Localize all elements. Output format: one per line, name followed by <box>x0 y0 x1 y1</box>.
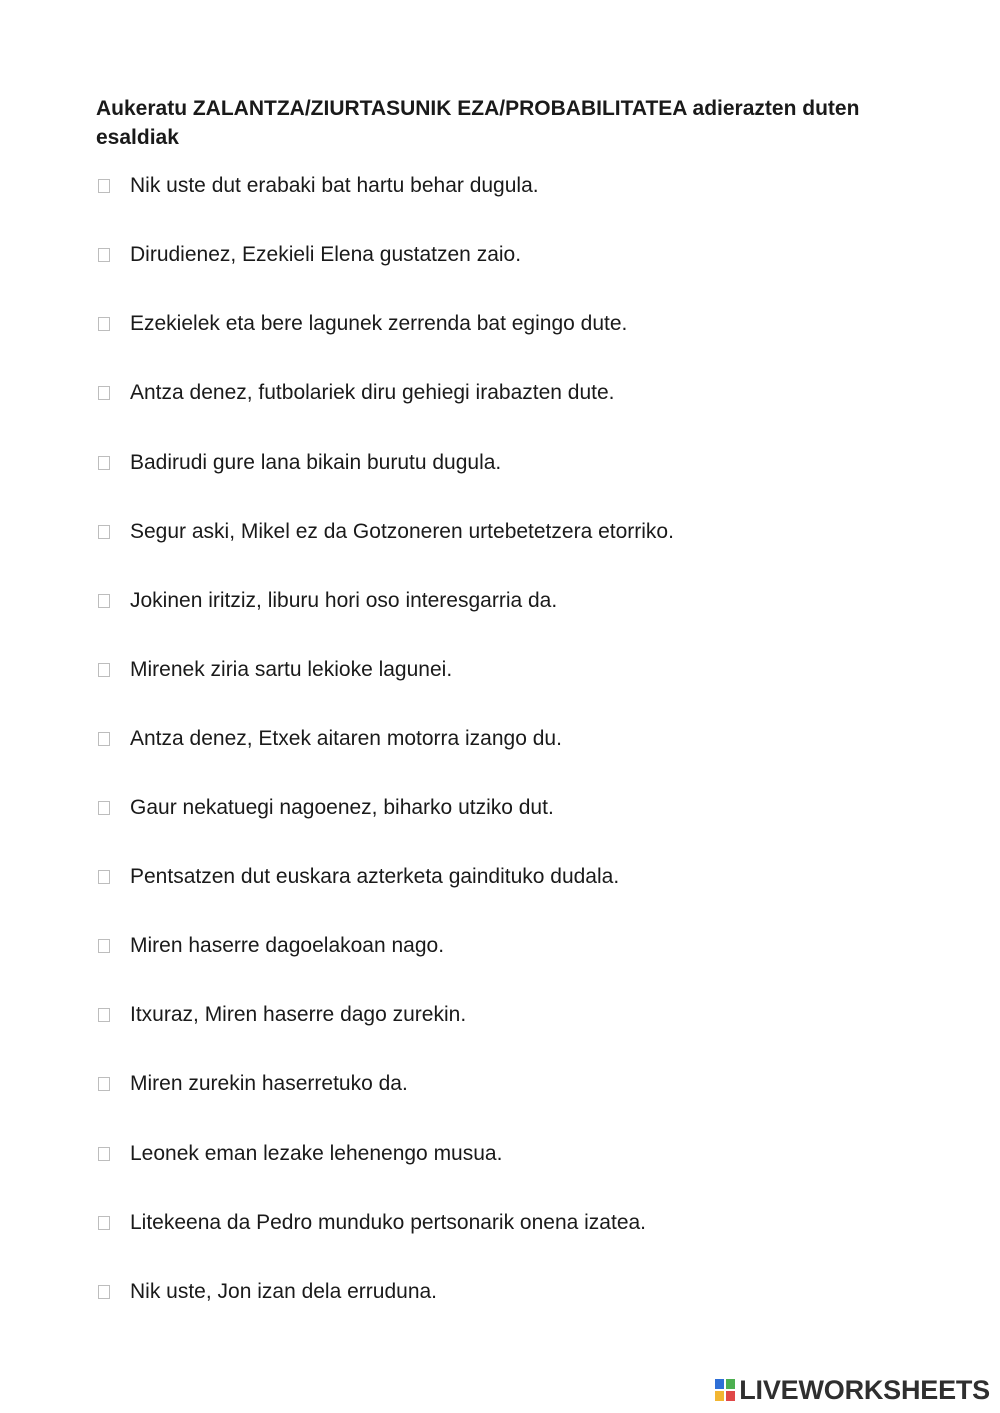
checkbox[interactable] <box>98 1147 110 1161</box>
checkbox[interactable] <box>98 386 110 400</box>
checkbox[interactable] <box>98 1216 110 1230</box>
sentence-label: Ezekielek eta bere lagunek zerrenda bat egingo dute. <box>130 312 628 335</box>
worksheet-heading: Aukeratu ZALANTZA/ZIURTASUNIK EZA/PROBABILITATEA adierazten duten esaldiak <box>96 97 860 149</box>
sentence-option-2[interactable] <box>98 240 521 270</box>
sentence-label: Antza denez, Etxek aitaren motorra izango du. <box>130 727 562 750</box>
checkbox[interactable] <box>98 1077 110 1091</box>
checkbox[interactable] <box>98 732 110 746</box>
checkbox[interactable] <box>98 939 110 953</box>
sentence-label: Jokinen iritziz, liburu hori oso interesgarria da. <box>130 589 558 612</box>
sentence-option-15[interactable] <box>98 1139 502 1169</box>
checkbox[interactable] <box>98 525 110 539</box>
sentence-option-3[interactable] <box>98 309 627 339</box>
checkbox[interactable] <box>98 870 110 884</box>
sentence-label: Antza denez, futbolariek diru gehiegi irabazten dute. <box>130 381 615 404</box>
checkbox[interactable] <box>98 1008 110 1022</box>
sentence-label: Leonek eman lezake lehenengo musua. <box>130 1142 503 1165</box>
liveworksheets-watermark <box>715 1375 990 1405</box>
checkbox[interactable] <box>98 801 110 815</box>
sentence-option-14[interactable] <box>98 1069 408 1099</box>
checkbox[interactable] <box>98 456 110 470</box>
sentence-option-13[interactable] <box>98 1000 466 1030</box>
sentence-option-11[interactable] <box>98 862 619 892</box>
brand-name: LIVEWORKSHEETS <box>739 1375 990 1405</box>
sentence-label: Segur aski, Mikel ez da Gotzoneren urtebetetzera etorriko. <box>130 520 674 543</box>
sentence-option-7[interactable] <box>98 586 557 616</box>
checkbox[interactable] <box>98 1285 110 1299</box>
checkbox[interactable] <box>98 663 110 677</box>
liveworksheets-logo-icon <box>715 1379 735 1401</box>
sentence-option-9[interactable] <box>98 724 562 754</box>
sentence-label: Miren zurekin haserretuko da. <box>130 1072 408 1095</box>
sentence-label: Gaur nekatuegi nagoenez, biharko utziko dut. <box>130 796 554 819</box>
sentence-option-4[interactable] <box>98 378 615 408</box>
sentence-option-8[interactable] <box>98 655 452 685</box>
checkbox[interactable] <box>98 248 110 262</box>
sentence-option-6[interactable] <box>98 517 674 547</box>
checkbox[interactable] <box>98 179 110 193</box>
sentence-option-5[interactable] <box>98 448 501 478</box>
sentence-label: Nik uste dut erabaki bat hartu behar dugula. <box>130 174 539 197</box>
sentence-option-10[interactable] <box>98 793 554 823</box>
checkbox[interactable] <box>98 594 110 608</box>
sentence-option-16[interactable] <box>98 1208 646 1238</box>
sentence-option-12[interactable] <box>98 931 444 961</box>
sentence-label: Mirenek ziria sartu lekioke lagunei. <box>130 658 453 681</box>
sentence-label: Badirudi gure lana bikain burutu dugula. <box>130 451 502 474</box>
sentence-label: Miren haserre dagoelakoan nago. <box>130 934 445 957</box>
sentence-label: Dirudienez, Ezekieli Elena gustatzen zaio. <box>130 243 522 266</box>
sentence-option-1[interactable] <box>98 171 539 201</box>
sentence-label: Litekeena da Pedro munduko pertsonarik onena izatea. <box>130 1211 647 1234</box>
sentence-label: Itxuraz, Miren haserre dago zurekin. <box>130 1003 467 1026</box>
sentence-option-17[interactable] <box>98 1277 437 1307</box>
checkbox[interactable] <box>98 317 110 331</box>
sentence-label: Pentsatzen dut euskara azterketa gaindituko dudala. <box>130 865 620 888</box>
sentence-label: Nik uste, Jon izan dela erruduna. <box>130 1280 438 1303</box>
